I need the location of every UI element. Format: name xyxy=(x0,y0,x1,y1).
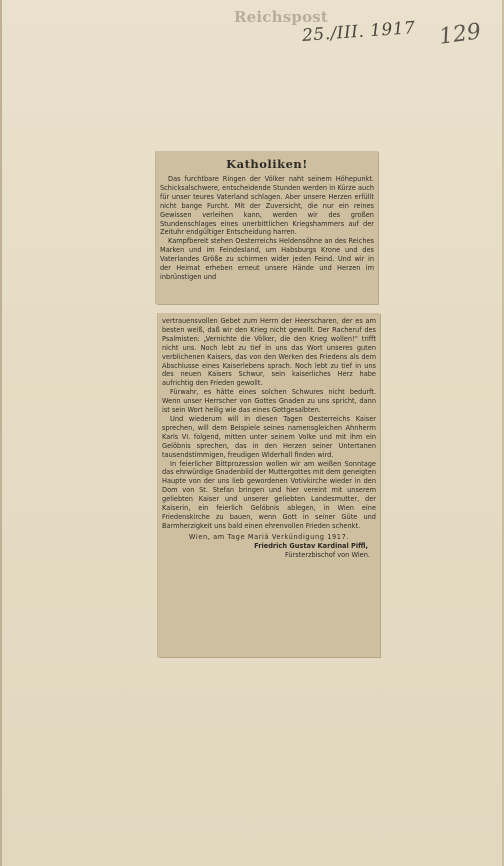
newspaper-stamp: Reichspost xyxy=(234,8,329,26)
paragraph: Kampfbereit stehen Oesterreichs Heldensöhne an des Reiches Marken und im Feindesland, um Habsburgs Krone und des Vaterlandes Größe zu schirmen wider jeden Feind. Und wir in der Heimat erheben erneut unsere Hände und Herzen im inbrünstigen und xyxy=(160,237,374,281)
handwritten-date: 25./III. 1917 xyxy=(301,18,417,46)
paragraph: Und wiederum will in diesen Tagen Oesterreichs Kaiser sprechen, will dem Beispiele seines namensgleichen Ahnherrn Karls VI. folgend, mitten unter seinem Volke und mit ihm ein Gelöbnis sprechen, das in den Herzen seiner Untertanen tausendstimmigen, freudigen Widerhall finden wird. xyxy=(162,414,376,459)
paragraph: vertrauensvollen Gebet zum Herrn der Heerscharen, der es am besten weiß, daß wir den Krieg nicht gewollt. Der Racheruf des Psalmisten: „Vernichte die Völker, die den Krieg wollen!“ trifft nicht uns. Noch lebt zu tief in uns das Wort unseres guten verblichenen Kaisers, das von den Werken des Friedens als dem Abschlusse eines Kaiserlebens sprach. Noch lebt zu tief in uns des neuen Kaisers Schwur, sein kaiserliches Herz habe aufrichtig den Frieden gewollt. xyxy=(162,317,376,388)
paragraph: Das furchtbare Ringen der Völker naht seinem Höhepunkt. Schicksalschwere, entscheidende Stunden werden in Kürze auch für unser teures Vaterland schlagen. Aber unsere Herzen erfüllt nicht bange Furcht. Mit der Zuversicht, die nur ein reines Gewissen verleihen kann, werden wir des großen Stundenschlages eines unerbittlichen Kriegshammers auf der Zeituhr endgültiger Entscheidung harren. xyxy=(160,175,374,237)
clipping-part-1 xyxy=(156,151,378,304)
signature-name: Friedrich Gustav Kardinal Piffl, xyxy=(254,541,368,550)
signature-place-date: Wien, am Tage Mariä Verkündigung 1917. xyxy=(188,532,350,541)
clipping-part-2 xyxy=(158,313,380,657)
article-text-part-1 xyxy=(156,175,378,282)
folio-number: 129 xyxy=(437,19,483,50)
article-title: Katholiken! xyxy=(226,157,308,171)
article-text-part-2 xyxy=(158,313,380,531)
signature-title: Fürsterzbischof von Wien. xyxy=(284,550,370,559)
paragraph: Fürwahr, es hätte eines solchen Schwures nicht bedurft. Wenn unser Herrscher von Gottes Gnaden zu uns spricht, dann ist sein Wort heilig wie das eines Gottgesalbten. xyxy=(162,388,376,415)
paragraph: In feierlicher Bittprozession wollen wir am weißen Sonntage das ehrwürdige Gnadenbild der Muttergottes mit dem geneigten Haupte von der uns lieb gewordenen Votivkirche wieder in den Dom von St. Stefan bringen und hier vereint mit unserem geliebten Kaiser und unserer geliebten Landesmutter, der Kaiserin, ein feierlich Gelöbnis ablegen, in Wien eine Friedenskirche zu bauen, wenn Gott in seiner Güte und Barmherzigkeit uns bald einen ehrenvollen Frieden schenkt. xyxy=(162,459,376,530)
